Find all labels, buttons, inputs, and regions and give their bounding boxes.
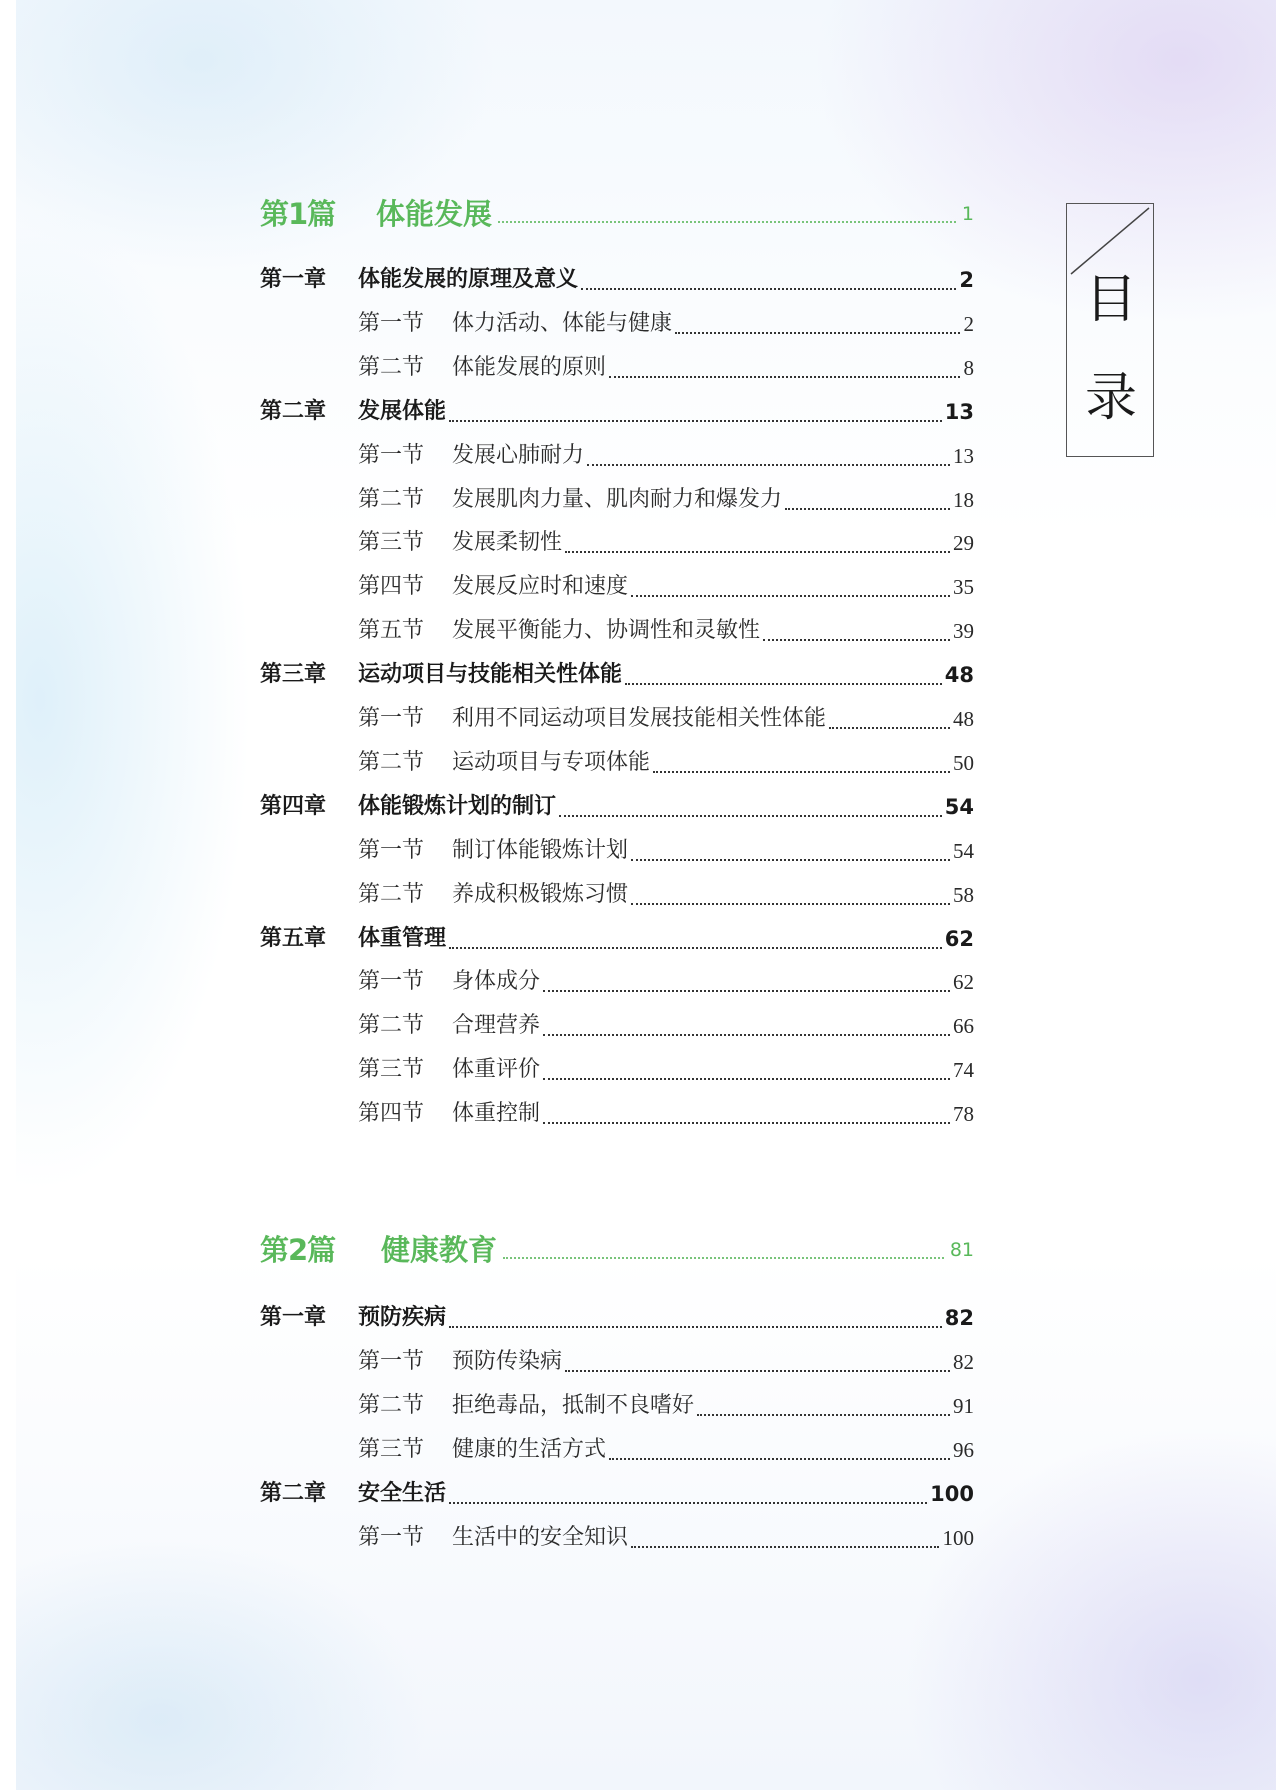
toc-chapter-entry[interactable] (260, 658, 974, 692)
page-number: 35 (953, 575, 974, 599)
page-number: 66 (953, 1014, 974, 1038)
page-number: 62 (944, 927, 974, 951)
page-number: 13 (953, 444, 974, 468)
section-title: 发展平衡能力、协调性和灵敏性 (452, 618, 761, 643)
toc-section-entry[interactable] (260, 1053, 974, 1087)
leader-dots (543, 990, 950, 992)
section-title: 合理营养 (452, 1013, 541, 1038)
section-number: 第二节 (358, 1393, 425, 1418)
toc-chapter-entry[interactable] (260, 922, 974, 956)
section-title: 体能发展的原则 (452, 355, 607, 380)
leader-dots (609, 1458, 950, 1460)
section-number: 第五节 (358, 618, 425, 643)
page-number: 48 (953, 707, 974, 731)
leader-dots (653, 771, 950, 773)
section-title: 发展肌肉力量、肌肉耐力和爆发力 (452, 487, 783, 512)
section-title: 养成积极锻炼习惯 (452, 882, 629, 907)
page-number: 54 (953, 839, 974, 863)
leader-dots (763, 639, 950, 641)
section-number: 第四节 (358, 1101, 425, 1126)
leader-dots (697, 1414, 950, 1416)
chapter-number: 第一章 (260, 267, 327, 292)
leader-dots (631, 903, 950, 905)
toc-section-entry[interactable] (260, 746, 974, 780)
page-number: 2 (959, 268, 974, 292)
leader-dots (785, 508, 950, 510)
part-label: 第2篇 (260, 1233, 336, 1267)
chapter-title: 体能发展的原理及意义 (358, 267, 579, 292)
chapter-title: 安全生活 (358, 1481, 447, 1506)
toc-section-entry[interactable] (260, 483, 974, 517)
toc-title-char-1: 目 (1084, 270, 1137, 330)
section-number: 第一节 (358, 443, 425, 468)
section-title: 体重控制 (452, 1101, 541, 1126)
part-title: 健康教育 (381, 1233, 498, 1267)
part-heading[interactable] (260, 194, 974, 234)
section-number: 第一节 (358, 838, 425, 863)
page-number: 78 (953, 1102, 974, 1126)
page-number: 62 (953, 970, 974, 994)
page-number: 91 (953, 1394, 974, 1418)
part-heading[interactable] (260, 1230, 974, 1270)
chapter-number: 第三章 (260, 662, 327, 687)
page-number: 29 (953, 531, 974, 555)
section-title: 体重评价 (452, 1057, 541, 1082)
toc-section-entry[interactable] (260, 834, 974, 868)
toc-chapter-entry[interactable] (260, 395, 974, 429)
page-number: 8 (963, 356, 974, 380)
section-title: 拒绝毒品，抵制不良嗜好 (452, 1393, 695, 1418)
section-number: 第二节 (358, 355, 425, 380)
page-number: 18 (953, 488, 974, 512)
section-number: 第一节 (358, 706, 425, 731)
leader-dots (631, 595, 950, 597)
leader-dots (581, 288, 956, 290)
chapter-title: 体重管理 (358, 926, 447, 951)
leader-dots (543, 1034, 950, 1036)
toc-section-entry[interactable] (260, 351, 974, 385)
page-number: 39 (953, 619, 974, 643)
leader-dots (449, 1326, 942, 1328)
section-title: 发展心肺耐力 (452, 443, 585, 468)
leader-dots (625, 683, 942, 685)
toc-title-char-2: 录 (1084, 368, 1137, 428)
toc-section-entry[interactable] (260, 1345, 974, 1379)
page-edge (0, 0, 16, 1790)
leader-dots (565, 1370, 950, 1372)
leader-dots (559, 815, 942, 817)
toc-title-box (1066, 203, 1154, 457)
section-title: 健康的生活方式 (452, 1437, 607, 1462)
part-title: 体能发展 (376, 197, 493, 231)
page-number: 48 (944, 663, 974, 687)
chapter-number: 第四章 (260, 794, 327, 819)
toc-section-entry[interactable] (260, 1389, 974, 1423)
section-number: 第一节 (358, 1349, 425, 1374)
chapter-number: 第一章 (260, 1305, 327, 1330)
leader-dots (631, 859, 950, 861)
chapter-title: 体能锻炼计划的制订 (358, 794, 557, 819)
toc-section-entry[interactable] (260, 526, 974, 560)
page-number: 74 (953, 1058, 974, 1082)
section-title: 发展柔韧性 (452, 530, 563, 555)
section-number: 第二节 (358, 487, 425, 512)
part-page-number: 81 (949, 1239, 974, 1261)
section-title: 身体成分 (452, 969, 541, 994)
section-title: 体力活动、体能与健康 (452, 311, 673, 336)
toc-section-entry[interactable] (260, 1097, 974, 1131)
page-number: 58 (953, 883, 974, 907)
page-number: 96 (953, 1438, 974, 1462)
chapter-title: 发展体能 (358, 399, 447, 424)
toc-section-entry[interactable] (260, 1521, 974, 1555)
section-title: 利用不同运动项目发展技能相关性体能 (452, 706, 827, 731)
leader-dots (609, 376, 960, 378)
page-number: 100 (942, 1526, 974, 1550)
leader-dots (498, 221, 956, 223)
toc-section-entry[interactable] (260, 307, 974, 341)
section-number: 第一节 (358, 1525, 425, 1550)
leader-dots (675, 332, 960, 334)
page-number: 54 (944, 795, 974, 819)
section-title: 生活中的安全知识 (452, 1525, 629, 1550)
section-number: 第一节 (358, 969, 425, 994)
leader-dots (631, 1546, 939, 1548)
page-number: 50 (953, 751, 974, 775)
part-page-number: 1 (961, 203, 974, 225)
chapter-number: 第二章 (260, 399, 327, 424)
toc-section-entry[interactable] (260, 878, 974, 912)
toc-chapter-entry[interactable] (260, 1477, 974, 1511)
chapter-number: 第五章 (260, 926, 327, 951)
toc-section-entry[interactable] (260, 1433, 974, 1467)
section-number: 第二节 (358, 882, 425, 907)
toc-section-entry[interactable] (260, 965, 974, 999)
chapter-title: 运动项目与技能相关性体能 (358, 662, 623, 687)
section-number: 第三节 (358, 1437, 425, 1462)
leader-dots (543, 1078, 950, 1080)
section-title: 预防传染病 (452, 1349, 563, 1374)
section-number: 第二节 (358, 1013, 425, 1038)
toc-section-entry[interactable] (260, 614, 974, 648)
toc-section-entry[interactable] (260, 439, 974, 473)
toc-chapter-entry[interactable] (260, 263, 974, 297)
section-number: 第三节 (358, 1057, 425, 1082)
toc-section-entry[interactable] (260, 702, 974, 736)
leader-dots (503, 1257, 944, 1259)
leader-dots (449, 1502, 927, 1504)
toc-section-entry[interactable] (260, 1009, 974, 1043)
part-label: 第1篇 (260, 197, 336, 231)
chapter-number: 第二章 (260, 1481, 327, 1506)
page-number: 13 (944, 400, 974, 424)
leader-dots (587, 464, 950, 466)
leader-dots (565, 551, 950, 553)
page-number: 82 (944, 1306, 974, 1330)
section-title: 制订体能锻炼计划 (452, 838, 629, 863)
section-title: 发展反应时和速度 (452, 574, 629, 599)
leader-dots (829, 727, 950, 729)
section-title: 运动项目与专项体能 (452, 750, 651, 775)
toc-chapter-entry[interactable] (260, 1301, 974, 1335)
chapter-title: 预防疾病 (358, 1305, 447, 1330)
page-number: 2 (963, 312, 974, 336)
leader-dots (449, 947, 942, 949)
section-number: 第二节 (358, 750, 425, 775)
section-number: 第三节 (358, 530, 425, 555)
page-number: 82 (953, 1350, 974, 1374)
page-number: 100 (930, 1482, 974, 1506)
section-number: 第一节 (358, 311, 425, 336)
toc-section-entry[interactable] (260, 570, 974, 604)
toc-chapter-entry[interactable] (260, 790, 974, 824)
leader-dots (449, 420, 942, 422)
section-number: 第四节 (358, 574, 425, 599)
leader-dots (543, 1122, 950, 1124)
